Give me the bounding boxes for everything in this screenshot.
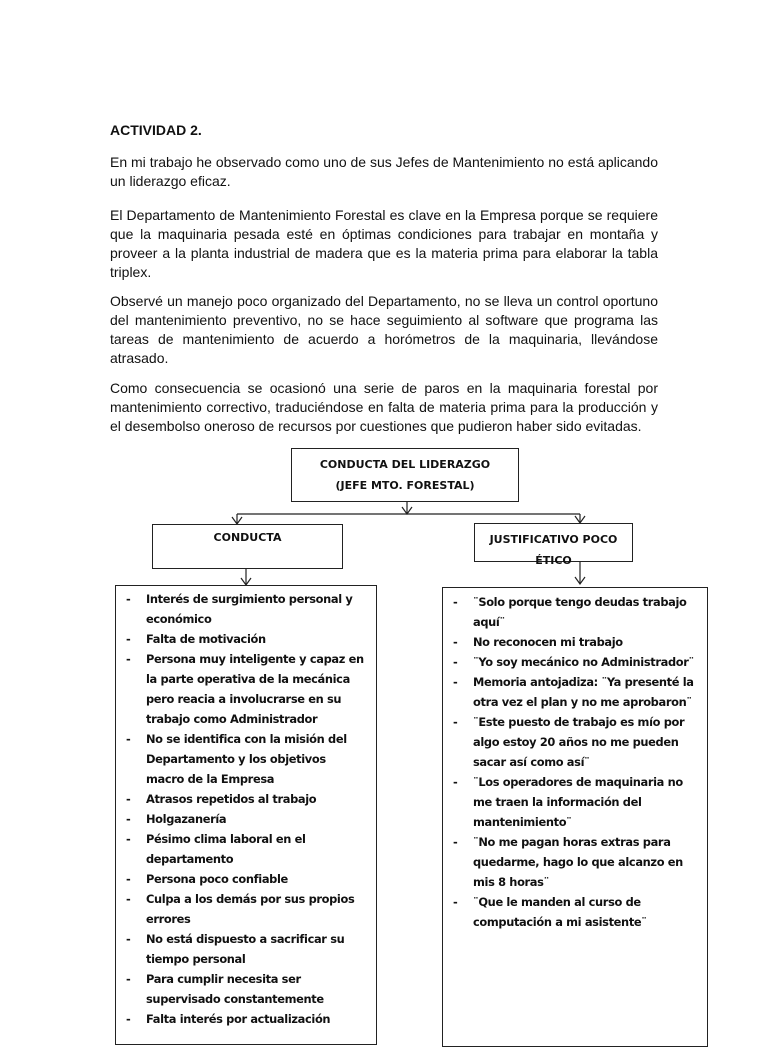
paragraph-2: El Departamento de Mantenimiento Forestal es clave en la Empresa porque se requiere que la maquinaria pesada esté en óptimas condiciones para trabajar en montaña y proveer a la planta industrial de madera que es la materia prima para elaborar la tabla triplex.	[110, 207, 658, 280]
list-item: - ¨Que le manden al curso de computación a mi asistente¨	[445, 892, 695, 932]
list-item: - Interés de surgimiento personal y económico	[118, 589, 366, 629]
list-item: - ¨Este puesto de trabajo es mío por algo estoy 20 años no me pueden sacar así como así¨	[445, 712, 695, 772]
list-item: - Para cumplir necesita ser supervisado constantemente	[118, 969, 366, 1009]
list-item: - ¨Yo soy mecánico no Administrador¨	[445, 652, 695, 672]
list-item: - ¨Los operadores de maquinaria no me traen la información del mantenimiento¨	[445, 772, 695, 832]
paragraph-1: En mi trabajo he observado como uno de sus Jefes de Mantenimiento no está aplicando un liderazgo eficaz.	[110, 154, 658, 189]
list-item: - Holgazanería	[118, 809, 366, 829]
justificativo-list-box	[442, 587, 708, 1047]
conducta-list-box	[115, 585, 377, 1045]
list-item: - Pésimo clima laboral en el departamento	[118, 829, 366, 869]
conducta-list	[118, 589, 366, 1029]
list-item: - Atrasos repetidos al trabajo	[118, 789, 366, 809]
conducta-label: CONDUCTA	[213, 531, 282, 544]
list-item: - No está dispuesto a sacrificar su tiempo personal	[118, 929, 366, 969]
list-item: - Falta de motivación	[118, 629, 366, 649]
justificativo-label: JUSTIFICATIVO POCO ÉTICO	[489, 533, 618, 567]
conducta-node	[152, 524, 343, 569]
list-item: - ¨Solo porque tengo deudas trabajo aquí¨	[445, 592, 695, 632]
activity-title: ACTIVIDAD 2.	[110, 122, 202, 138]
list-item: - Falta interés por actualización	[118, 1009, 366, 1029]
list-item: - Persona muy inteligente y capaz en la parte operativa de la mecánica pero reacia a involucrarse en su trabajo como Administrador	[118, 649, 366, 729]
justificativo-node	[474, 523, 633, 567]
list-item: - No se identifica con la misión del Departamento y los objetivos macro de la Empresa	[118, 729, 366, 789]
paragraph-3: Observé un manejo poco organizado del Departamento, no se lleva un control oportuno del mantenimiento preventivo, no se hace seguimiento al software que programa las tareas de mantenimiento de acuerdo a horómetros de la maquinaria, llevándose atrasado.	[110, 293, 658, 366]
list-item: - No reconocen mi trabajo	[445, 632, 695, 652]
justificativo-list	[445, 592, 695, 932]
root-node	[291, 448, 519, 502]
root-node-label: CONDUCTA DEL LIDERAZGO (JEFE MTO. FORESTAL)	[319, 458, 491, 492]
list-item: - Persona poco confiable	[118, 869, 366, 889]
list-item: - ¨No me pagan horas extras para quedarme, hago lo que alcanzo en mis 8 horas¨	[445, 832, 695, 892]
paragraph-4: Como consecuencia se ocasionó una serie de paros en la maquinaria forestal por mantenimiento correctivo, traduciéndose en falta de materia prima para la producción y el desembolso oneroso de recursos por cuestiones que pudieron haber sido evitadas.	[110, 380, 658, 434]
list-item: - Culpa a los demás por sus propios errores	[118, 889, 366, 929]
list-item: - Memoria antojadiza: ¨Ya presenté la otra vez el plan y no me aprobaron¨	[445, 672, 695, 712]
